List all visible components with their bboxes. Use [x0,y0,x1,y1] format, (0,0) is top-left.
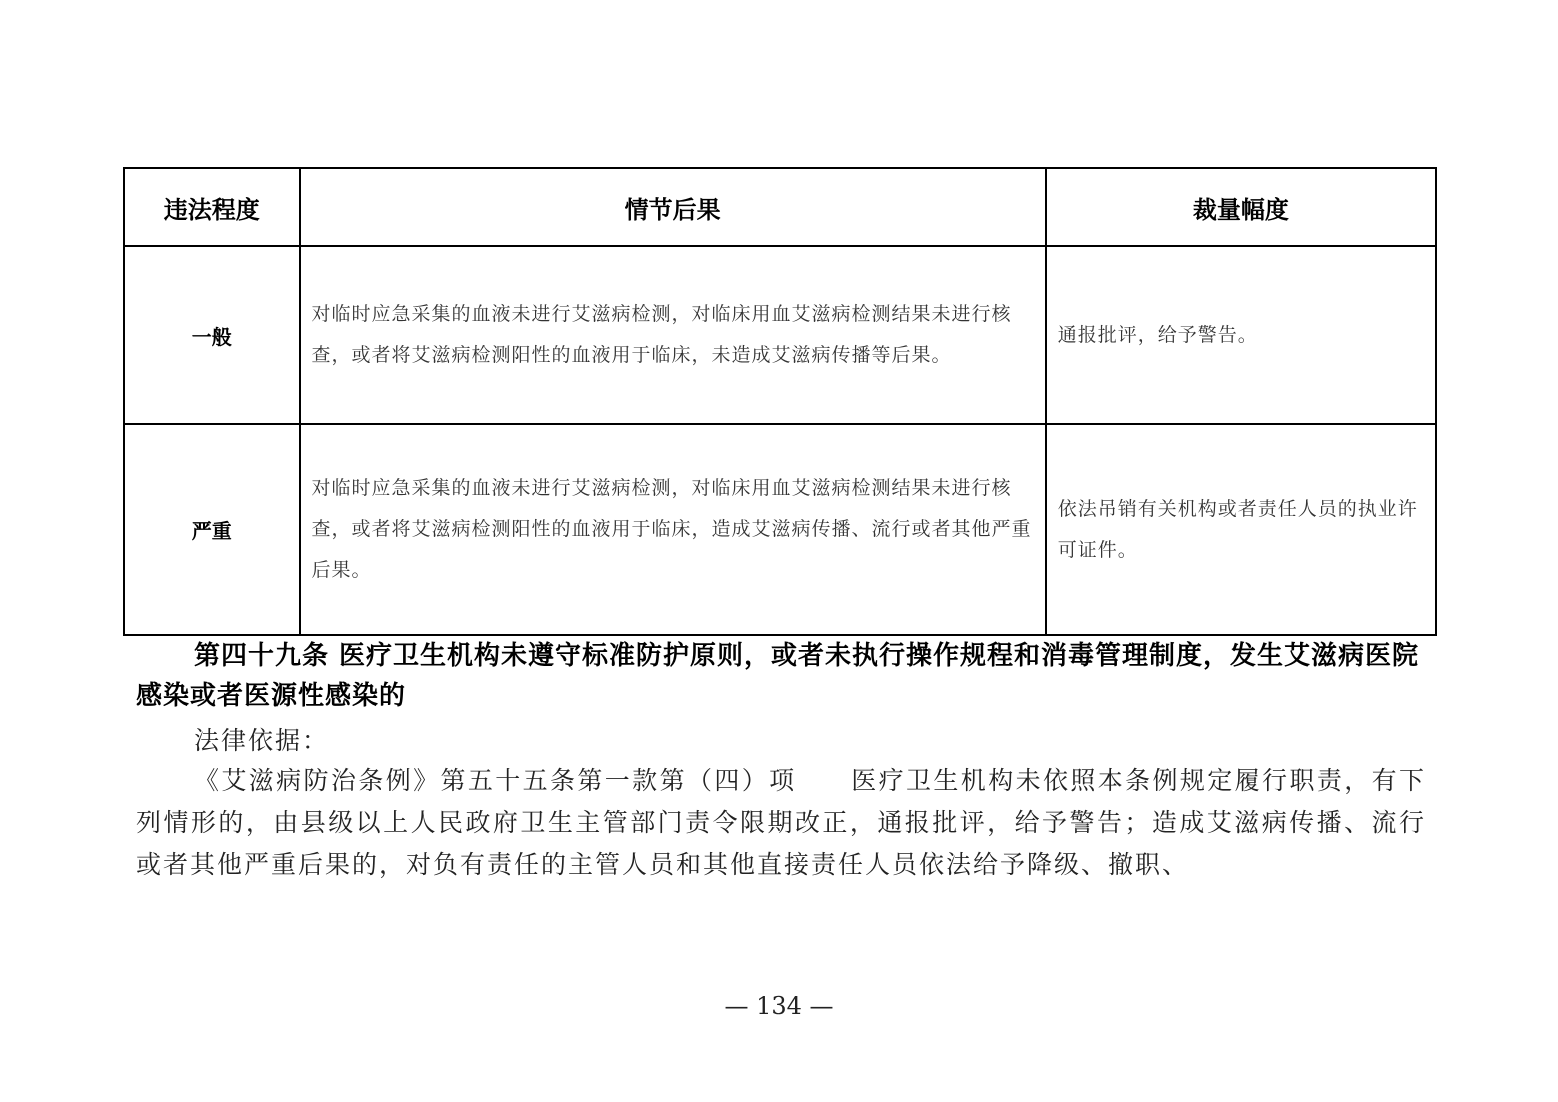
circumstances-cell [300,246,1046,424]
header-violation-level: 违法程度 [124,168,300,246]
legal-basis-label: 法律依据： [194,726,330,755]
penalty-cell [1046,424,1436,635]
circumstances-text: 对临时应急采集的血液未进行艾滋病检测，对临床用血艾滋病检测结果未进行核查，或者将艾滋病检测阳性的血液用于临床，未造成艾滋病传播等后果。 [311,303,1012,366]
penalty-table [123,167,1437,636]
table-header-row [124,168,1436,246]
penalty-text: 依法吊销有关机构或者责任人员的执业许可证件。 [1057,497,1418,561]
header-penalty-range: 裁量幅度 [1046,168,1436,246]
penalty-cell [1046,246,1436,424]
table-row [124,246,1436,424]
page-number: — 134 — [724,992,834,1020]
level-cell-serious: 严重 [124,424,300,635]
table-row [124,424,1436,635]
level-cell-general: 一般 [124,246,300,424]
circumstances-cell [300,424,1046,635]
article-heading: 第四十九条 医疗卫生机构未遵守标准防护原则，或者未执行操作规程和消毒管理制度，发生艾滋病医院感染或者医源性感染的 [136,641,1420,711]
header-circumstances: 情节后果 [300,168,1046,246]
legal-basis-text: 《艾滋病防治条例》第五十五条第一款第（四）项 医疗卫生机构未依照本条例规定履行职责，有下列情形的，由县级以上人民政府卫生主管部门责令限期改正，通报批评，给予警告；造成艾滋病传播、流行或者其他严重后果的，对负有责任的主管人员和其他直接责任人员依法给予降级、撤职、 [136,766,1426,879]
circumstances-text: 对临时应急采集的血液未进行艾滋病检测，对临床用血艾滋病检测结果未进行核查，或者将艾滋病检测阳性的血液用于临床，造成艾滋病传播、流行或者其他严重后果。 [311,477,1032,581]
penalty-text: 通报批评，给予警告。 [1057,323,1258,346]
